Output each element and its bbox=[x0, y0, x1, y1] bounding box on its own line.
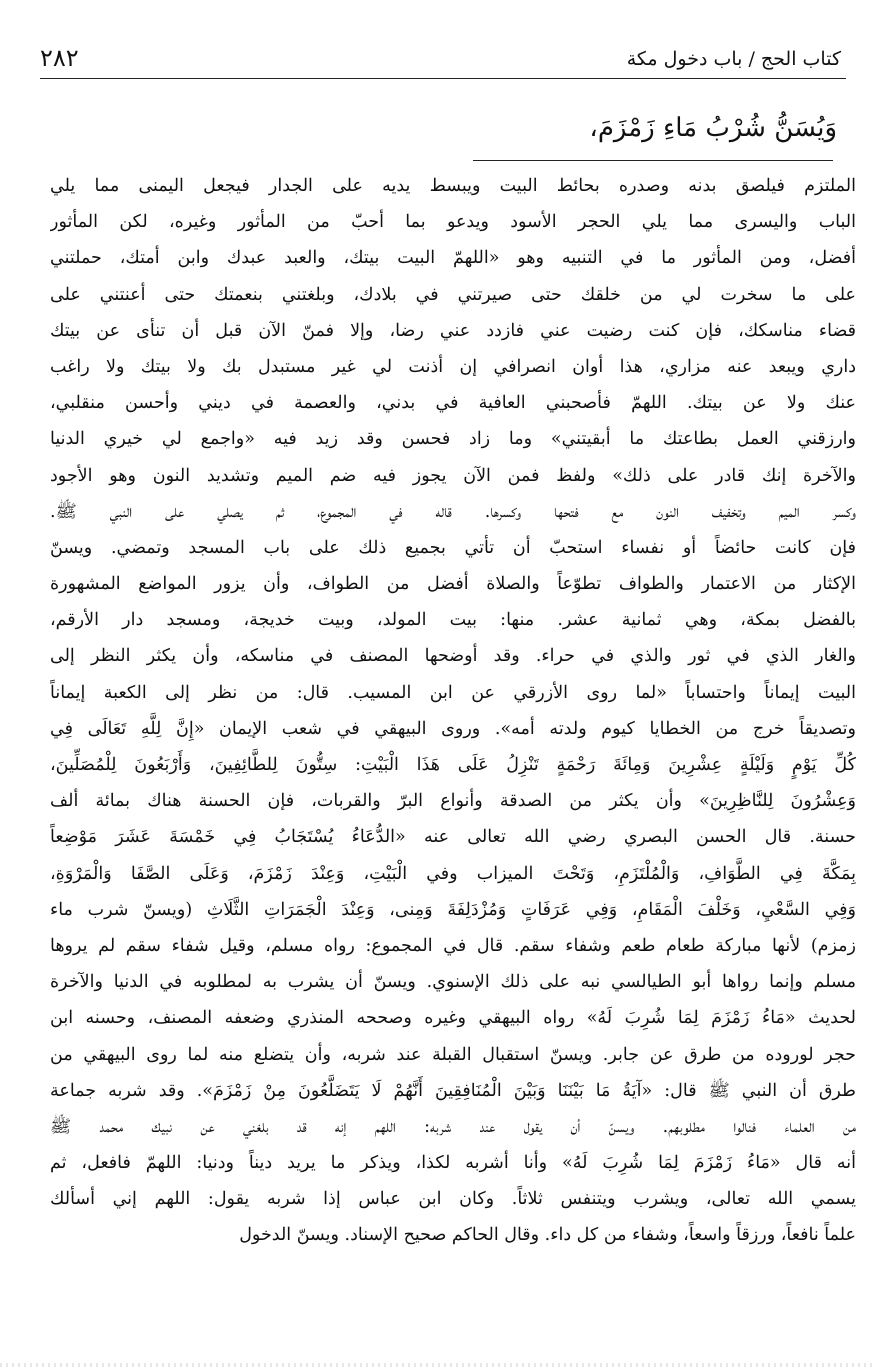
text-line: بِمَكَّةَ فِي الطَّوَافِ، وَالْمُلْتَزَمِ، وَتَحْتَ الميزاب وفي الْبَيْتِ، وَعِنْدَ زَمْزَمَ، وَعَلَى الصَّفَا وَالْمَرْوَةِ، bbox=[50, 863, 856, 884]
text-line: وَعِشْرُونَ لِلنَّاظِرِينَ» وأن يكثر من الصدقة وأنواع البرّ والقربات، فإن الحسنة هناك بمائة ألف bbox=[50, 791, 856, 812]
text-line: وارزقني العمل بطاعتك ما أبقيتني» وما زاد فحسن وقد زيد فيه «واجمع لي خيري الدنيا bbox=[50, 429, 856, 450]
text-line: الباب واليسرى مما يلي الحجر الأسود ويدعو بما أحبّ من المأثور وغيره، لكن المأثور bbox=[50, 212, 856, 233]
text-line: عنك ولا عن بيتك. اللهمّ فأصحبني العافية في بدني، والعصمة في ديني وأحسن منقلبي، bbox=[50, 393, 856, 414]
text-line: الإكثار من الاعتمار والطواف تطوّعاً والصلاة أفضل من الطواف، وأن يزور المواضع المشهورة bbox=[50, 574, 856, 595]
text-line: الملتزم فيلصق بدنه وصدره بحائط البيت ويبسط يديه على الجدار فيجعل اليمنى مما يلي bbox=[50, 176, 856, 196]
text-line: على ما سخرت لي من خلقك حتى صيرتني في بلادك، وبلغتني بنعمتك حتى أعنتني على bbox=[50, 284, 856, 305]
text-line: أنه قال «مَاءُ زَمْزَمَ لِمَا شُرِبَ لَهُ» وأنا أشربه لكذا، ويذكر ما يريد ديناً ودنيا: اللهمّ فافعل، ثم bbox=[50, 1153, 856, 1174]
text-line: قضاء مناسكك، فإن كنت رضيت عني فازدد عني رضا، وإلا فمنّ الآن قبل أن تنأى عن بيتك bbox=[50, 320, 856, 341]
text-line: علماً نافعاً، ورزقاً واسعاً، وشفاء من كل داء. وقال الحاكم صحيح الإسناد. ويسنّ الدخول bbox=[239, 1225, 856, 1246]
text-line: كُلِّ يَوْمٍ وَلَيْلَةٍ عِشْرِينَ وَمِائَةَ رَحْمَةٍ تَنْزِلُ عَلَى هَذَا الْبَيْتِ: سِتُّونَ لِلطَّائِفِينَ، وَأَرْبَعُونَ لِلْمُصَلِّينَ، bbox=[50, 755, 856, 775]
text-line: والآخرة إنك قادر على ذلك» ولفظ فمن الآن يجوز فيه ضم الميم وتشديد النون وهو الأجود bbox=[50, 465, 856, 486]
text-line: مسلم وإنما رواها أبو الطيالسي نبه على ذلك الإسنوي. ويسنّ أن يشرب به لمطلوبه في الدنيا والآخرة bbox=[50, 972, 856, 993]
matn-text: وَيُسَنُّ شُرْبُ مَاءِ زَمْزَمَ، bbox=[589, 113, 837, 143]
text-line: من العلماء فنالوا مطلوبهم. ويسنّ أن يقول عند شربه: اللهم إنه قد بلغني عن نبيك محمد ﷺ bbox=[50, 1116, 856, 1137]
commentary-text bbox=[50, 168, 856, 1254]
page-number: ٢٨٢ bbox=[40, 44, 79, 72]
running-title: كتاب الحج / باب دخول مكة bbox=[626, 48, 841, 70]
text-line: وَفِي السَّعْيِ، وَخَلْفَ الْمَقَامِ، وَفِي عَرَفَاتٍ وَمُزْدَلِفَةَ وَمِنى، وَعِنْدَ الْجَمَرَاتِ الثَّلَاثِ (ويسنّ شرب ماء bbox=[50, 899, 856, 920]
text-line: فإن كانت حائضاً أو نفساء استحبّ أن تأتي بجميع ذلك على باب المسجد وتمضي. ويسنّ bbox=[50, 537, 856, 558]
text-line: والغار الذي في ثور والذي في حراء. وقد أوضحها المصنف في مناسكه، وأن يكثر النظر إلى bbox=[50, 646, 856, 667]
text-line: وتصديقاً خرج من الخطايا كيوم ولدته أمه». وروى البيهقي في شعب الإيمان «إِنَّ لِلَّهِ تَعَالَى فِي bbox=[50, 718, 856, 739]
running-header bbox=[40, 42, 841, 82]
text-line: طرق أن النبي ﷺ قال: «آيَةُ مَا بَيْنَنَا وَبَيْنَ الْمُنَافِقِينَ أَنَّهُمْ لَا يَتَضَلَّعُونَ مِنْ زَمْزَمَ». وقد شربه جماعة bbox=[50, 1080, 856, 1101]
text-line: بالفضل بمكة، وهي ثمانية عشر. منها: بيت المولد، وبيت خديجة، ومسجد دار الأرقم، bbox=[50, 610, 856, 631]
text-line: داري ويبعد عنه مزاري، هذا أوان انصرافي إن أذنت لي غير مستبدل بك ولا بيتك ولا راغب bbox=[50, 356, 856, 377]
text-line: حجر لوروده من طرق عن جابر. ويسنّ استقبال القبلة عند شربه، وأن يتضلع منه لما روى البيهقي من bbox=[50, 1044, 856, 1065]
text-line: وكسر الميم وتخفيف النون مع فتحها وكسرها. قاله في المجموع، ثم يصلي على النبي ﷺ. bbox=[50, 501, 856, 522]
text-line: حسنة. قال الحسن البصري رضي الله تعالى عنه «الدُّعَاءُ يُسْتَجَابُ فِي خَمْسَةَ عَشَرَ مَوْضِعاً bbox=[50, 827, 856, 848]
matn-divider bbox=[473, 160, 833, 161]
header-divider bbox=[40, 78, 846, 79]
text-line: يسمي الله تعالى، ويشرب ويتنفس ثلاثاً. وكان ابن عباس إذا شربه يقول: اللهم إني أسألك bbox=[50, 1189, 856, 1210]
scan-edge bbox=[0, 1363, 873, 1367]
text-line: البيت إيماناً واحتساباً «لما روى الأزرقي عن ابن المسيب. قال: من نظر إلى الكعبة إيماناً bbox=[50, 682, 856, 703]
text-line: زمزم) لأنها مباركة طعام طعم وشفاء سقم. قال في المجموع: رواه مسلم، وقيل شفاء سقم لم يروها bbox=[50, 935, 856, 956]
text-line: أفضل، ومن المأثور ما في التنبيه وهو «اللهمّ البيت بيتك، والعبد عبدك وابن أمتك، حملتني bbox=[50, 248, 856, 269]
text-line: لحديث «مَاءُ زَمْزَمَ لِمَا شُرِبَ لَهُ» رواه البيهقي وغيره وصححه المنذري وضعفه المصنف، وحسنه ابن bbox=[50, 1008, 856, 1029]
